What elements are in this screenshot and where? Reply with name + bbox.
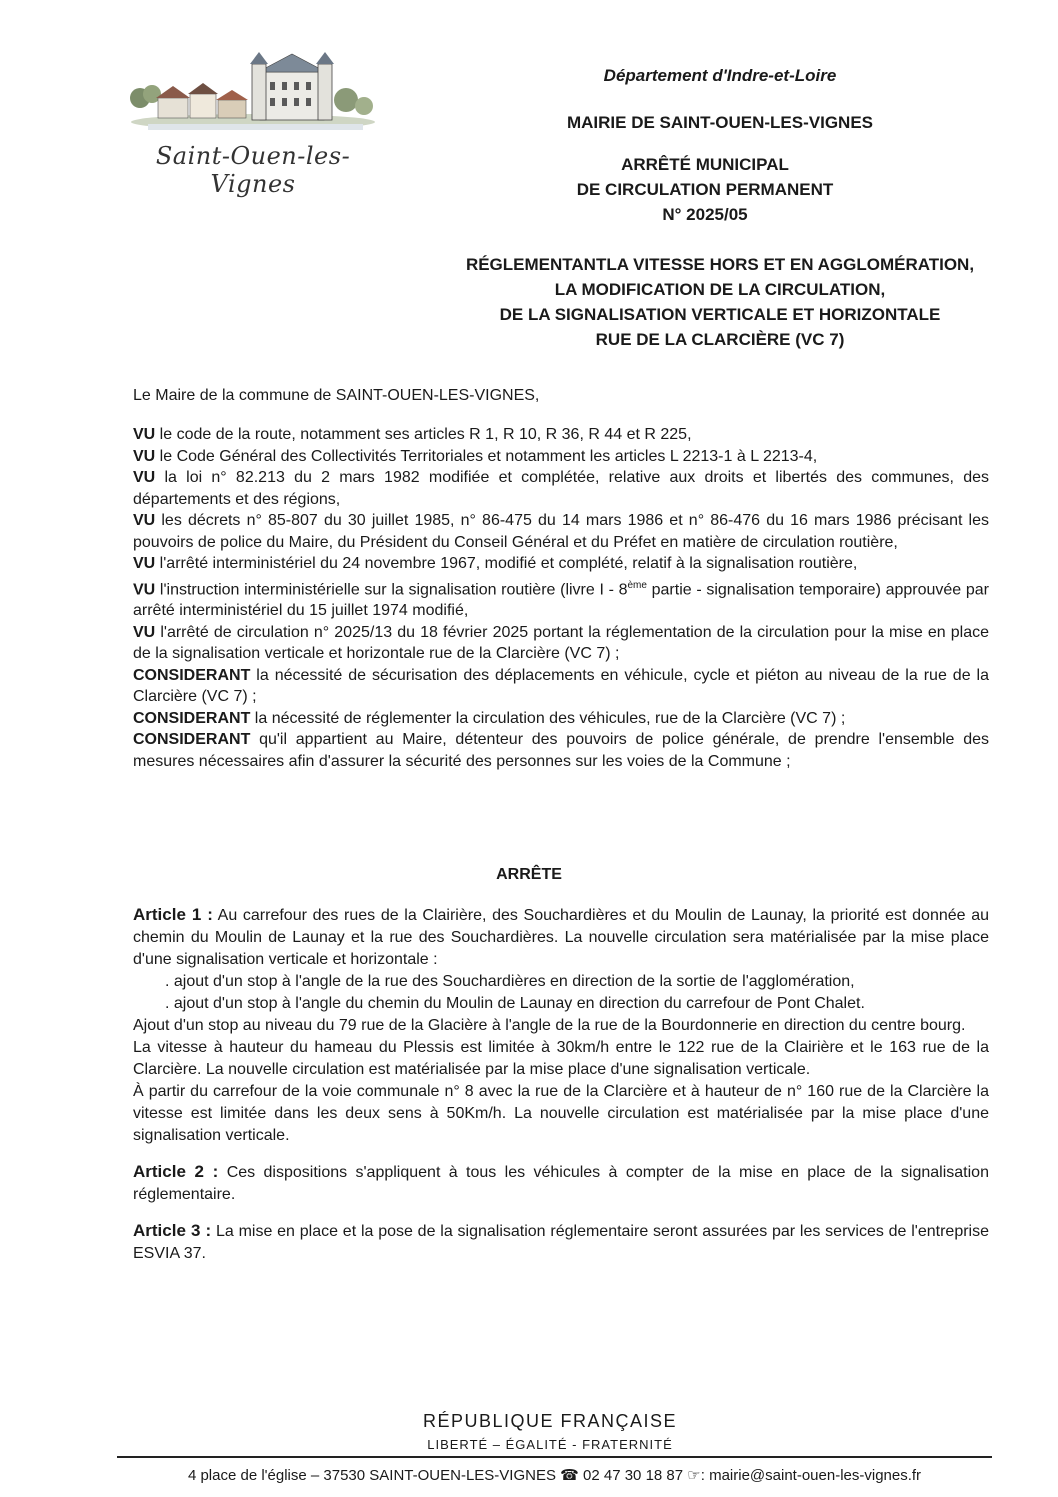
visa-text: le code de la route, notamment ses articles R 1, R 10, R 36, R 44 et R 225, (155, 426, 692, 443)
subject-line1: RÉGLEMENTANTLA VITESSE HORS ET EN AGGLOMÉRATION, (465, 255, 975, 274)
footer-phone: 02 47 30 18 87 (583, 1467, 684, 1484)
considerant-item (133, 729, 989, 772)
visa-text: partie - signalisation temporaire) approuvée par arrêté interministériel du 15 juillet 1974 modifié, (133, 580, 989, 620)
considerant-text: la nécessité de réglementer la circulation des véhicules, rue de la Clarcière (VC 7) ; (250, 709, 846, 727)
arrete-title-line1: ARRÊTÉ MUNICIPAL (621, 155, 789, 174)
article-1-text: Au carrefour des rues de la Clairière, des Souchardières et du Moulin de Launay, la priorité est donnée au chemin du Moulin de Launay et la rue des Souchardières. La nouvelle circulation sera matérialisée par la mise place d'une signalisation verticale et horizontale : (133, 907, 989, 968)
republique-francaise: RÉPUBLIQUE FRANÇAISE (422, 1411, 678, 1431)
article-1-paragraph-2: La vitesse à hauteur du hameau du Plessis est limitée à 30km/h entre le 122 rue de la Clairière et le 163 rue de la Clarcière. La nouvelle circulation est matérialisée par la mise place d'une signalisation verticale. (133, 1039, 989, 1078)
considerant-item (133, 665, 989, 708)
visa-item (133, 510, 989, 553)
footer-divider (117, 1456, 992, 1458)
article-1-paragraph-3: À partir du carrefour de la voie communale n° 8 avec la rue de la Clarcière et à hauteur de n° 160 rue de la Clarcière la vitesse est limitée dans les deux sens à 50Km/h. La nouvelle circulation est matérialisée par la mise place d'une signalisation verticale. (133, 1083, 989, 1144)
intro-text: Le Maire de la commune de SAINT-OUEN-LES-VIGNES, (133, 387, 540, 404)
visa-superscript: ème (627, 579, 647, 591)
visa-text: l'arrêté de circulation n° 2025/13 du 18 février 2025 portant la réglementation de la circulation pour la mise en place de la signalisation verticale et horizontale rue de la Clarcière (VC 7) ; (133, 623, 989, 663)
article-1-paragraph-1: Ajout d'un stop au niveau du 79 rue de la Glacière à l'angle de la rue de la Bourdonnerie en direction du centre bourg. (133, 1017, 966, 1034)
subject-line2: LA MODIFICATION DE LA CIRCULATION, (554, 280, 886, 299)
visa-item (133, 424, 989, 446)
logo-caption: Saint-Ouen-les-Vignes (155, 142, 351, 198)
considerant-item (133, 708, 989, 730)
visa-item (133, 553, 989, 575)
considerant-label: CONSIDERANT (133, 731, 251, 749)
article-3-label: Article 3 : (133, 1221, 212, 1240)
mail-hand-icon: ☞ (687, 1467, 701, 1484)
article-1-bullet-1: . ajout d'un stop à l'angle de la rue des Souchardières en direction de la sortie de l'agglomération, (165, 973, 855, 990)
mairie-name: MAIRIE DE SAINT-OUEN-LES-VIGNES (566, 113, 874, 132)
article-3 (133, 1220, 989, 1265)
footer-address: 4 place de l'église – 37530 SAINT-OUEN-LES-VIGNES (187, 1467, 556, 1484)
visa-label: VU (133, 469, 156, 486)
arrete-heading: ARRÊTE (496, 866, 562, 883)
telephone-icon: ☎ (560, 1467, 579, 1484)
article-3-text: La mise en place et la pose de la signalisation réglementaire seront assurées par les services de l'entreprise ESVIA 37. (133, 1223, 989, 1262)
visa-item (133, 622, 989, 665)
visa-text: l'arrêté interministériel du 24 novembre 1967, modifié et complété, relatif à la signalisation routière, (155, 555, 858, 572)
article-2-text: Ces dispositions s'appliquent à tous les véhicules à compter de la mise en place de la signalisation réglementaire. (133, 1164, 989, 1203)
article-1-label: Article 1 : (133, 905, 213, 924)
footer-email[interactable]: mairie@saint-ouen-les-vignes.fr (709, 1467, 922, 1484)
considerant-label: CONSIDERANT (133, 666, 251, 684)
visa-text: l'instruction interministérielle sur la signalisation routière (livre I - 8 (155, 580, 628, 598)
visas-block (133, 424, 989, 772)
considerant-label: CONSIDERANT (133, 709, 251, 727)
article-2 (133, 1161, 989, 1206)
visa-label: VU (133, 512, 156, 529)
visa-text: les décrets n° 85-807 du 30 juillet 1985, n° 86-475 du 14 mars 1986 et n° 86-476 du 16 mars 1986 précisant les pouvoirs de police du Maire, du Président du Conseil Général et du Préfet en matière de circulation routière, (133, 512, 989, 551)
article-1 (133, 904, 989, 1147)
arrete-title (540, 152, 870, 227)
arrete-title-line2: DE CIRCULATION PERMANENT (576, 180, 834, 199)
visa-item (133, 446, 989, 468)
chateau-village-illustration (128, 50, 378, 140)
municipal-logo (118, 50, 388, 198)
considerant-text: la nécessité de sécurisation des déplacements en véhicule, cycle et piéton au niveau de la rue de la Clarcière (VC 7) ; (133, 666, 989, 706)
visa-text: la loi n° 82.213 du 2 mars 1982 modifiée et complétée, relative aux droits et libertés des communes, des départements et des régions, (133, 469, 989, 508)
visa-item (133, 575, 989, 622)
visa-label: VU (133, 426, 156, 443)
arrete-subject (420, 252, 1020, 352)
visa-label: VU (133, 580, 156, 598)
national-motto: LIBERTÉ – ÉGALITÉ - FRATERNITÉ (427, 1437, 673, 1452)
subject-line3: DE LA SIGNALISATION VERTICALE ET HORIZONTALE (499, 305, 941, 324)
article-1-bullet-2: . ajout d'un stop à l'angle du chemin du Moulin de Launay en direction du carrefour de Pont Chalet. (165, 995, 865, 1012)
subject-line4: RUE DE LA CLARCIÈRE (VC 7) (595, 330, 845, 349)
arrete-number: N° 2025/05 (662, 205, 748, 224)
considerant-text: qu'il appartient au Maire, détenteur des pouvoirs de police générale, de prendre l'ensemble des mesures nécessaires afin d'assurer la sécurité des personnes sur les voies de la Commune ; (133, 731, 989, 770)
visa-label: VU (133, 623, 156, 641)
visa-item (133, 467, 989, 510)
footer-contact: 4 place de l'église – 37530 SAINT-OUEN-LES-VIGNES ☎ 02 47 30 18 87 ☞: mairie@saint-ouen-les-vignes.fr (187, 1467, 922, 1484)
visa-label: VU (133, 555, 156, 572)
department-name: Département d'Indre-et-Loire (603, 66, 837, 85)
articles-block (133, 904, 989, 1279)
visa-text: le Code Général des Collectivités Territoriales et notamment les articles L 2213-1 à L 2213-4, (155, 447, 818, 465)
article-2-label: Article 2 : (133, 1162, 219, 1181)
visa-label: VU (133, 447, 156, 465)
